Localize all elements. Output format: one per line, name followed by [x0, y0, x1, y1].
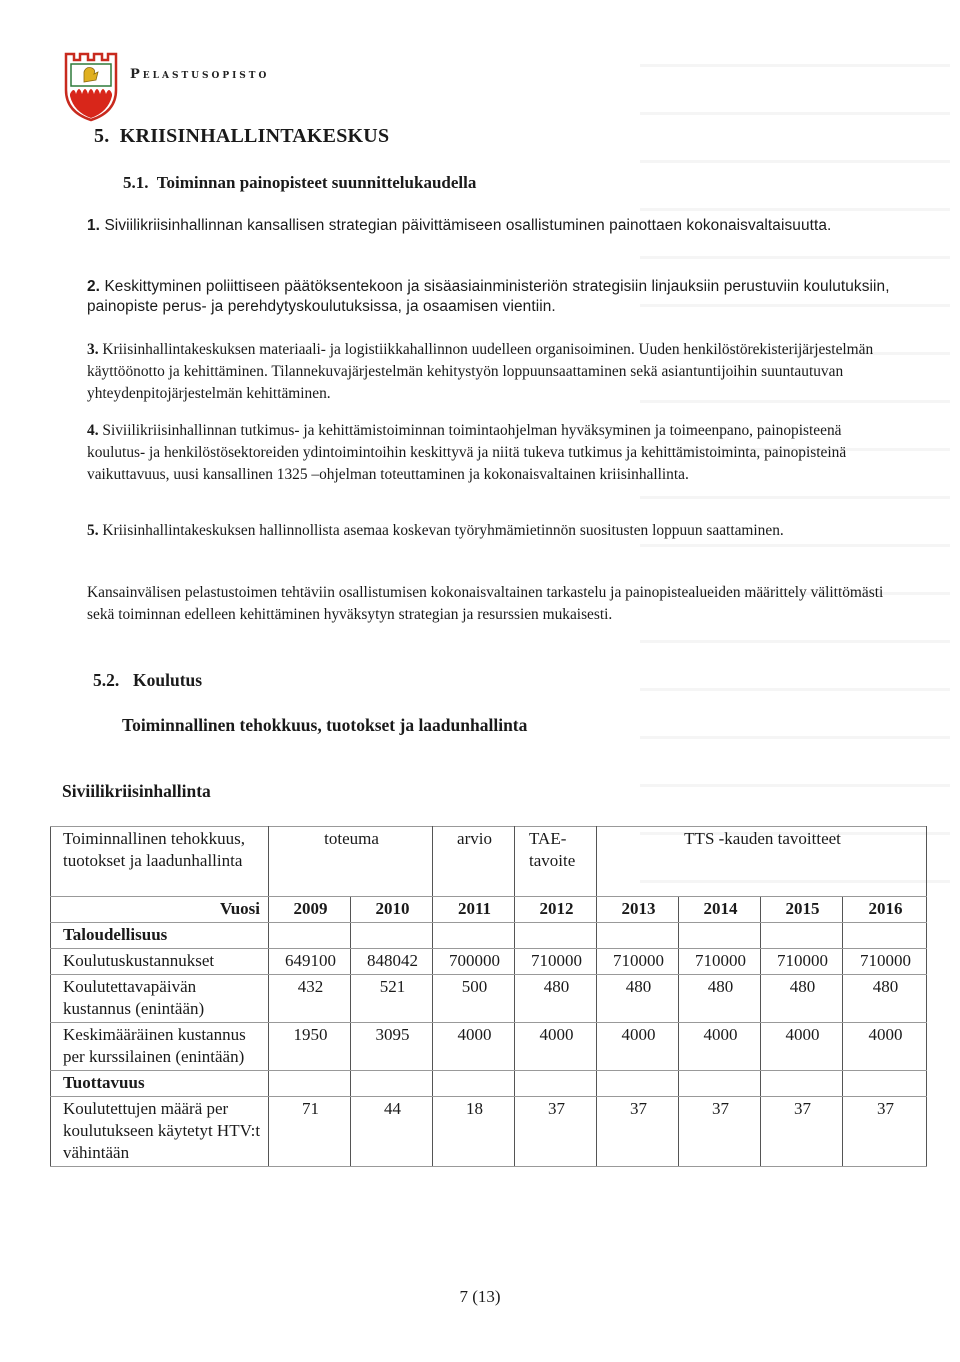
- year-cell: 2014: [679, 897, 761, 923]
- item-number: 1.: [87, 217, 101, 234]
- page-number: 7 (13): [459, 1287, 501, 1306]
- table-cell: 4000: [843, 1023, 927, 1071]
- koulutus-heading: [93, 670, 202, 691]
- table-cell: 500: [433, 975, 515, 1023]
- item-number: 4.: [87, 422, 99, 439]
- table-cell: 710000: [843, 949, 927, 975]
- header-toteuma: toteuma: [269, 827, 433, 897]
- table-cell: 44: [351, 1097, 433, 1167]
- table-cell: 37: [597, 1097, 679, 1167]
- vuosi-label: Vuosi: [51, 897, 269, 923]
- item-text: Kriisinhallintakeskuksen materiaali- ja logistiikkahallinnon uudelleen organisoiminen. Uuden henkilöstörekisterijärjestelmän käyttöönotto ja kehittäminen. Tilannekuvajärjestelmän kehitystyön loppuunsaattaminen sekä asiantuntijoihin suuntautuvan yhteydenpitojärjestelmän kehittäminen.: [87, 341, 874, 402]
- year-cell: 2016: [843, 897, 927, 923]
- table-row: [51, 1097, 927, 1167]
- table-cell: 480: [679, 975, 761, 1023]
- item-text: Siviilikriisinhallinnan tutkimus- ja kehittämistoiminnan toimintaohjelman hyväksyminen ja toimeenpano, painopisteenä koulutus- ja henkilöstösektoreiden ydintoimintoihin keskittyvä ja niitä tukeva tutkimus ja kehittämistoiminta, painopisteinä vaikuttavuus, uusi kansallinen 1325 –ohjelman toteuttaminen ja kokonaisvaltainen kriisinhallinta.: [87, 422, 847, 483]
- row-label: Koulutettujen määrä per koulutukseen käytetyt HTV:t vähintään: [51, 1097, 269, 1167]
- crest-logo-icon: [62, 50, 120, 122]
- kpi-table: [50, 826, 927, 1167]
- table-cell: 71: [269, 1097, 351, 1167]
- brand-name: Pelastusopisto: [130, 67, 270, 82]
- table-subheading: Toiminnallinen tehokkuus, tuotokset ja laadunhallinta: [122, 715, 528, 735]
- year-cell: 2015: [761, 897, 843, 923]
- table-header-row: [51, 827, 927, 897]
- table-cell: 480: [843, 975, 927, 1023]
- table-cell: 521: [351, 975, 433, 1023]
- row-label: Koulutuskustannukset: [51, 949, 269, 975]
- year-cell: 2011: [433, 897, 515, 923]
- item-number: 3.: [87, 341, 99, 358]
- table-cell: 37: [843, 1097, 927, 1167]
- corner-label: Toiminnallinen tehokkuus, tuotokset ja laadunhallinta: [51, 827, 269, 897]
- row-label: Keskimääräinen kustannus per kurssilainen (enintään): [51, 1023, 269, 1071]
- item-text: Keskittyminen poliittiseen päätöksentekoon ja sisäasiainministeriön strategisiin linjauksiin perustuviin koulutuksiin, painopiste perus- ja perehdytyskoulutuksissa, ja osaamisen vientiin.: [87, 278, 890, 315]
- table-cell: 4000: [679, 1023, 761, 1071]
- table-cell: 480: [597, 975, 679, 1023]
- table-cell: 710000: [761, 949, 843, 975]
- item-number: 2.: [87, 278, 101, 295]
- item-number: 5.: [87, 522, 99, 539]
- table-cell: 848042: [351, 949, 433, 975]
- row-label: Koulutettavapäivän kustannus (enintään): [51, 975, 269, 1023]
- section-label: Tuottavuus: [51, 1071, 269, 1097]
- year-cell: 2013: [597, 897, 679, 923]
- closing-paragraph: Kansainvälisen pelastustoimen tehtäviin osallistumisen kokonaisvaltainen tarkastelu ja painopistealueiden määrittely välittömästi sekä toiminnan edelleen kehittäminen hyväksytyn strategian ja resurssien mukaisesti.: [87, 584, 884, 623]
- table-cell: 700000: [433, 949, 515, 975]
- section-row: [51, 1071, 927, 1097]
- priority-item-2: [87, 277, 897, 317]
- table-cell: 432: [269, 975, 351, 1023]
- header-tae: TAE- tavoite: [515, 827, 597, 897]
- year-cell: 2010: [351, 897, 433, 923]
- year-cell: 2012: [515, 897, 597, 923]
- table-row: [51, 949, 927, 975]
- table-cell: 37: [761, 1097, 843, 1167]
- priority-item-4: [87, 420, 897, 486]
- table-cell: 4000: [597, 1023, 679, 1071]
- header-tts: TTS -kauden tavoitteet: [597, 827, 927, 897]
- year-row: [51, 897, 927, 923]
- table-cell: 18: [433, 1097, 515, 1167]
- table-cell: 37: [679, 1097, 761, 1167]
- section-row: [51, 923, 927, 949]
- table-cell: 4000: [761, 1023, 843, 1071]
- year-cell: 2009: [269, 897, 351, 923]
- table-cell: 649100: [269, 949, 351, 975]
- priority-item-3: [87, 339, 897, 405]
- table-cell: 4000: [433, 1023, 515, 1071]
- koulutus-number: 5.2.: [93, 670, 120, 690]
- item-text: Siviilikriisinhallinnan kansallisen strategian päivittämiseen osallistuminen painottaen kokonaisvaltaisuutta.: [104, 217, 832, 234]
- section-label: Taloudellisuus: [51, 923, 269, 949]
- koulutus-title: Koulutus: [133, 670, 203, 690]
- table-cell: 4000: [515, 1023, 597, 1071]
- table-cell: 3095: [351, 1023, 433, 1071]
- header-arvio: arvio: [433, 827, 515, 897]
- table-cell: 710000: [679, 949, 761, 975]
- priority-item-5: [87, 520, 897, 542]
- table-cell: 1950: [269, 1023, 351, 1071]
- table-cell: 480: [761, 975, 843, 1023]
- table-row: [51, 975, 927, 1023]
- table-cell: 710000: [597, 949, 679, 975]
- table-cell: 710000: [515, 949, 597, 975]
- table-cell: 480: [515, 975, 597, 1023]
- item-text: Kriisinhallintakeskuksen hallinnollista asemaa koskevan työryhmämietinnön suositusten loppuun saattaminen.: [102, 522, 784, 539]
- section-title: 5. KRIISINHALLINTAKESKUS: [94, 125, 390, 147]
- table-row: [51, 1023, 927, 1071]
- table-title: Siviilikriisinhallinta: [62, 781, 211, 801]
- table-cell: 37: [515, 1097, 597, 1167]
- section-subtitle: 5.1. Toiminnan painopisteet suunnittelukaudella: [123, 173, 477, 192]
- priority-item-1: [87, 216, 897, 236]
